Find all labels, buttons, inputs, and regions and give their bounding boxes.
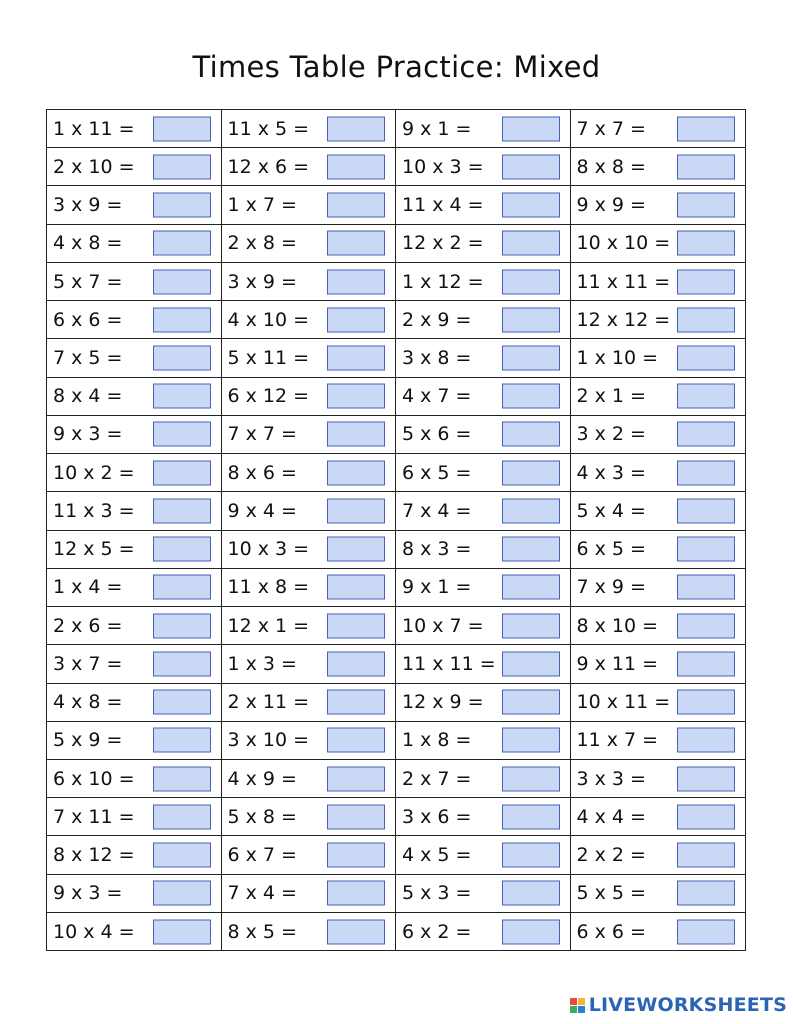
problem-cell	[222, 454, 396, 492]
problem-cell	[396, 684, 570, 722]
problem-equation: 5 x 6 =	[402, 423, 472, 446]
problem-cell	[222, 339, 396, 377]
problem-cell	[222, 798, 396, 836]
answer-input[interactable]	[153, 154, 211, 179]
problem-cell	[47, 110, 221, 148]
problem-cell	[571, 836, 746, 874]
problem-equation: 5 x 7 =	[53, 270, 123, 293]
answer-input[interactable]	[677, 537, 735, 562]
problem-equation: 3 x 10 =	[227, 729, 310, 752]
problem-cell	[396, 416, 570, 454]
answer-input[interactable]	[327, 231, 385, 256]
problem-cell	[222, 836, 396, 874]
problem-equation: 9 x 4 =	[227, 499, 297, 522]
answer-input[interactable]	[677, 422, 735, 447]
problem-equation: 8 x 5 =	[227, 920, 297, 943]
answer-input[interactable]	[502, 651, 560, 676]
answer-input[interactable]	[153, 575, 211, 600]
problem-equation: 3 x 6 =	[402, 805, 472, 828]
problem-cell	[571, 875, 746, 913]
problem-equation: 8 x 4 =	[53, 385, 123, 408]
problem-equation: 4 x 5 =	[402, 844, 472, 867]
problem-cell	[47, 492, 221, 530]
problem-cell	[571, 148, 746, 186]
answer-input[interactable]	[502, 307, 560, 332]
problem-equation: 2 x 2 =	[576, 844, 646, 867]
answer-input[interactable]	[677, 498, 735, 523]
problem-equation: 6 x 6 =	[576, 920, 646, 943]
problem-equation: 8 x 8 =	[576, 155, 646, 178]
problem-equation: 11 x 4 =	[402, 194, 484, 217]
answer-input[interactable]	[502, 804, 560, 829]
problem-equation: 7 x 4 =	[227, 882, 297, 905]
problem-equation: 2 x 10 =	[53, 155, 135, 178]
times-table-grid	[46, 109, 746, 951]
problem-cell	[222, 378, 396, 416]
problem-cell	[571, 913, 746, 950]
answer-input[interactable]	[327, 537, 385, 562]
problem-cell	[222, 607, 396, 645]
column-2	[222, 110, 397, 950]
answer-input[interactable]	[677, 384, 735, 409]
answer-input[interactable]	[677, 919, 735, 944]
problem-equation: 6 x 12 =	[227, 385, 310, 408]
problem-cell	[571, 531, 746, 569]
problem-equation: 10 x 3 =	[402, 155, 484, 178]
answer-input[interactable]	[502, 766, 560, 791]
problem-equation: 5 x 4 =	[576, 499, 646, 522]
answer-input[interactable]	[153, 116, 211, 141]
problem-equation: 12 x 2 =	[402, 232, 484, 255]
problem-cell	[47, 645, 221, 683]
answer-input[interactable]	[502, 843, 560, 868]
problem-cell	[47, 798, 221, 836]
problem-equation: 12 x 5 =	[53, 538, 135, 561]
answer-input[interactable]	[327, 460, 385, 485]
answer-input[interactable]	[677, 728, 735, 753]
problem-cell	[571, 416, 746, 454]
problem-cell	[47, 339, 221, 377]
problem-equation: 11 x 11 =	[576, 270, 671, 293]
problem-cell	[396, 913, 570, 950]
answer-input[interactable]	[502, 154, 560, 179]
problem-cell	[222, 148, 396, 186]
answer-input[interactable]	[677, 613, 735, 638]
problem-cell	[222, 722, 396, 760]
problem-equation: 5 x 8 =	[227, 805, 297, 828]
problem-equation: 3 x 9 =	[53, 194, 123, 217]
problem-equation: 12 x 12 =	[576, 308, 671, 331]
answer-input[interactable]	[327, 116, 385, 141]
problem-cell	[222, 569, 396, 607]
problem-cell	[396, 263, 570, 301]
problem-cell	[47, 569, 221, 607]
problem-equation: 11 x 5 =	[227, 117, 310, 140]
answer-input[interactable]	[327, 269, 385, 294]
problem-cell	[47, 416, 221, 454]
answer-input[interactable]	[677, 843, 735, 868]
answer-input[interactable]	[153, 231, 211, 256]
problem-equation: 4 x 3 =	[576, 461, 646, 484]
problem-equation: 9 x 11 =	[576, 652, 659, 675]
answer-input[interactable]	[153, 193, 211, 218]
problem-equation: 9 x 3 =	[53, 882, 123, 905]
answer-input[interactable]	[677, 804, 735, 829]
problem-cell	[571, 263, 746, 301]
column-3	[396, 110, 571, 950]
problem-equation: 2 x 8 =	[227, 232, 297, 255]
answer-input[interactable]	[677, 269, 735, 294]
problem-cell	[571, 454, 746, 492]
logo-square	[578, 1006, 585, 1013]
problem-equation: 3 x 3 =	[576, 767, 646, 790]
liveworksheets-logo	[570, 994, 787, 1016]
answer-input[interactable]	[327, 651, 385, 676]
problem-equation: 9 x 1 =	[402, 576, 472, 599]
answer-input[interactable]	[327, 766, 385, 791]
problem-equation: 12 x 6 =	[227, 155, 310, 178]
answer-input[interactable]	[327, 843, 385, 868]
answer-input[interactable]	[502, 384, 560, 409]
problem-cell	[396, 186, 570, 224]
answer-input[interactable]	[153, 843, 211, 868]
problem-cell	[571, 569, 746, 607]
problem-cell	[396, 110, 570, 148]
problem-equation: 1 x 8 =	[402, 729, 472, 752]
answer-input[interactable]	[677, 307, 735, 332]
column-1	[47, 110, 222, 950]
answer-input[interactable]	[327, 498, 385, 523]
problem-equation: 9 x 1 =	[402, 117, 472, 140]
problem-equation: 2 x 6 =	[53, 614, 123, 637]
problem-cell	[47, 301, 221, 339]
problem-cell	[222, 645, 396, 683]
problem-cell	[396, 492, 570, 530]
problem-equation: 10 x 3 =	[227, 538, 310, 561]
answer-input[interactable]	[327, 690, 385, 715]
problem-equation: 2 x 11 =	[227, 691, 310, 714]
problem-cell	[222, 684, 396, 722]
problem-cell	[47, 913, 221, 950]
answer-input[interactable]	[327, 919, 385, 944]
answer-input[interactable]	[502, 537, 560, 562]
problem-cell	[222, 875, 396, 913]
problem-cell	[571, 684, 746, 722]
problem-equation: 1 x 3 =	[227, 652, 297, 675]
problem-equation: 4 x 10 =	[227, 308, 310, 331]
problem-equation: 7 x 9 =	[576, 576, 646, 599]
problem-cell	[571, 225, 746, 263]
problem-cell	[396, 148, 570, 186]
answer-input[interactable]	[153, 498, 211, 523]
problem-equation: 6 x 5 =	[576, 538, 646, 561]
problem-equation: 4 x 7 =	[402, 385, 472, 408]
answer-input[interactable]	[502, 575, 560, 600]
problem-equation: 3 x 9 =	[227, 270, 297, 293]
answer-input[interactable]	[677, 881, 735, 906]
answer-input[interactable]	[153, 307, 211, 332]
problem-equation: 6 x 10 =	[53, 767, 135, 790]
liveworksheets-logo-icon	[570, 998, 585, 1013]
answer-input[interactable]	[677, 460, 735, 485]
problem-cell	[47, 225, 221, 263]
answer-input[interactable]	[327, 346, 385, 371]
problem-equation: 4 x 8 =	[53, 232, 123, 255]
answer-input[interactable]	[327, 728, 385, 753]
answer-input[interactable]	[153, 804, 211, 829]
problem-equation: 11 x 11 =	[402, 652, 496, 675]
answer-input[interactable]	[327, 422, 385, 447]
answer-input[interactable]	[327, 307, 385, 332]
problem-equation: 9 x 9 =	[576, 194, 646, 217]
answer-input[interactable]	[502, 269, 560, 294]
problem-cell	[571, 492, 746, 530]
problem-cell	[396, 339, 570, 377]
problem-cell	[47, 607, 221, 645]
problem-equation: 3 x 7 =	[53, 652, 123, 675]
answer-input[interactable]	[153, 690, 211, 715]
problem-cell	[396, 836, 570, 874]
problem-cell	[396, 607, 570, 645]
problem-cell	[47, 836, 221, 874]
answer-input[interactable]	[327, 804, 385, 829]
problem-equation: 10 x 2 =	[53, 461, 135, 484]
answer-input[interactable]	[153, 881, 211, 906]
answer-input[interactable]	[502, 690, 560, 715]
problem-equation: 11 x 3 =	[53, 499, 135, 522]
problem-cell	[571, 186, 746, 224]
problem-equation: 7 x 4 =	[402, 499, 472, 522]
problem-equation: 7 x 11 =	[53, 805, 135, 828]
problem-equation: 7 x 5 =	[53, 347, 123, 370]
answer-input[interactable]	[502, 498, 560, 523]
problem-cell	[222, 263, 396, 301]
problem-equation: 1 x 12 =	[402, 270, 484, 293]
problem-equation: 1 x 4 =	[53, 576, 123, 599]
problem-equation: 3 x 2 =	[576, 423, 646, 446]
answer-input[interactable]	[502, 728, 560, 753]
answer-input[interactable]	[677, 346, 735, 371]
problem-equation: 11 x 7 =	[576, 729, 659, 752]
problem-equation: 5 x 5 =	[576, 882, 646, 905]
problem-cell	[571, 760, 746, 798]
answer-input[interactable]	[502, 422, 560, 447]
problem-equation: 12 x 9 =	[402, 691, 484, 714]
problem-equation: 3 x 8 =	[402, 347, 472, 370]
answer-input[interactable]	[677, 575, 735, 600]
answer-input[interactable]	[677, 231, 735, 256]
problem-equation: 2 x 7 =	[402, 767, 472, 790]
problem-equation: 6 x 2 =	[402, 920, 472, 943]
problem-cell	[222, 913, 396, 950]
problem-cell	[47, 378, 221, 416]
answer-input[interactable]	[677, 154, 735, 179]
answer-input[interactable]	[153, 269, 211, 294]
problem-cell	[396, 301, 570, 339]
problem-equation: 5 x 11 =	[227, 347, 310, 370]
answer-input[interactable]	[327, 154, 385, 179]
logo-text: LIVEWORKSHEETS	[588, 994, 787, 1016]
answer-input[interactable]	[153, 460, 211, 485]
problem-cell	[47, 186, 221, 224]
problem-equation: 5 x 3 =	[402, 882, 472, 905]
problem-cell	[222, 416, 396, 454]
answer-input[interactable]	[502, 881, 560, 906]
answer-input[interactable]	[677, 690, 735, 715]
problem-cell	[571, 607, 746, 645]
answer-input[interactable]	[153, 919, 211, 944]
logo-square	[578, 998, 585, 1005]
problem-cell	[396, 225, 570, 263]
answer-input[interactable]	[327, 193, 385, 218]
problem-cell	[47, 684, 221, 722]
problem-equation: 6 x 6 =	[53, 308, 123, 331]
answer-input[interactable]	[153, 346, 211, 371]
problem-equation: 2 x 9 =	[402, 308, 472, 331]
answer-input[interactable]	[327, 575, 385, 600]
problem-equation: 10 x 7 =	[402, 614, 484, 637]
problem-equation: 7 x 7 =	[576, 117, 646, 140]
problem-cell	[222, 301, 396, 339]
problem-cell	[222, 186, 396, 224]
problem-cell	[396, 531, 570, 569]
problem-cell	[47, 875, 221, 913]
problem-equation: 9 x 3 =	[53, 423, 123, 446]
problem-equation: 1 x 7 =	[227, 194, 297, 217]
problem-cell	[222, 760, 396, 798]
answer-input[interactable]	[502, 613, 560, 638]
logo-square	[570, 1006, 577, 1013]
problem-equation: 12 x 1 =	[227, 614, 310, 637]
answer-input[interactable]	[677, 651, 735, 676]
problem-equation: 8 x 12 =	[53, 844, 135, 867]
answer-input[interactable]	[502, 460, 560, 485]
problem-cell	[571, 110, 746, 148]
problem-cell	[47, 148, 221, 186]
problem-cell	[47, 531, 221, 569]
answer-input[interactable]	[153, 651, 211, 676]
problem-equation: 4 x 4 =	[576, 805, 646, 828]
problem-cell	[47, 722, 221, 760]
problem-equation: 11 x 8 =	[227, 576, 310, 599]
answer-input[interactable]	[502, 346, 560, 371]
problem-cell	[571, 722, 746, 760]
problem-equation: 8 x 10 =	[576, 614, 659, 637]
problem-cell	[222, 110, 396, 148]
problem-cell	[222, 531, 396, 569]
answer-input[interactable]	[677, 193, 735, 218]
problem-cell	[571, 798, 746, 836]
problem-equation: 2 x 1 =	[576, 385, 646, 408]
problem-cell	[47, 263, 221, 301]
problem-cell	[571, 301, 746, 339]
answer-input[interactable]	[502, 193, 560, 218]
answer-input[interactable]	[327, 881, 385, 906]
answer-input[interactable]	[327, 384, 385, 409]
problem-cell	[396, 645, 570, 683]
problem-equation: 6 x 7 =	[227, 844, 297, 867]
problem-cell	[396, 760, 570, 798]
answer-input[interactable]	[327, 613, 385, 638]
problem-equation: 4 x 9 =	[227, 767, 297, 790]
answer-input[interactable]	[153, 766, 211, 791]
worksheet-title: Times Table Practice: Mixed	[192, 50, 601, 84]
problem-cell	[222, 492, 396, 530]
problem-equation: 10 x 4 =	[53, 920, 135, 943]
problem-cell	[396, 569, 570, 607]
problem-equation: 10 x 10 =	[576, 232, 671, 255]
answer-input[interactable]	[153, 422, 211, 447]
problem-cell	[571, 378, 746, 416]
answer-input[interactable]	[502, 231, 560, 256]
problem-equation: 10 x 11 =	[576, 691, 671, 714]
answer-input[interactable]	[153, 384, 211, 409]
answer-input[interactable]	[153, 613, 211, 638]
problem-cell	[396, 875, 570, 913]
problem-cell	[396, 378, 570, 416]
answer-input[interactable]	[153, 537, 211, 562]
problem-equation: 8 x 3 =	[402, 538, 472, 561]
problem-equation: 1 x 10 =	[576, 347, 659, 370]
logo-square	[570, 998, 577, 1005]
answer-input[interactable]	[677, 116, 735, 141]
answer-input[interactable]	[677, 766, 735, 791]
problem-cell	[396, 454, 570, 492]
problem-cell	[396, 722, 570, 760]
problem-cell	[571, 645, 746, 683]
answer-input[interactable]	[153, 728, 211, 753]
problem-cell	[47, 454, 221, 492]
problem-equation: 8 x 6 =	[227, 461, 297, 484]
column-4	[571, 110, 746, 950]
problem-cell	[571, 339, 746, 377]
problem-equation: 5 x 9 =	[53, 729, 123, 752]
problem-equation: 1 x 11 =	[53, 117, 135, 140]
answer-input[interactable]	[502, 116, 560, 141]
problem-cell	[396, 798, 570, 836]
problem-equation: 6 x 5 =	[402, 461, 472, 484]
problem-equation: 4 x 8 =	[53, 691, 123, 714]
answer-input[interactable]	[502, 919, 560, 944]
problem-cell	[47, 760, 221, 798]
problem-equation: 7 x 7 =	[227, 423, 297, 446]
problem-cell	[222, 225, 396, 263]
